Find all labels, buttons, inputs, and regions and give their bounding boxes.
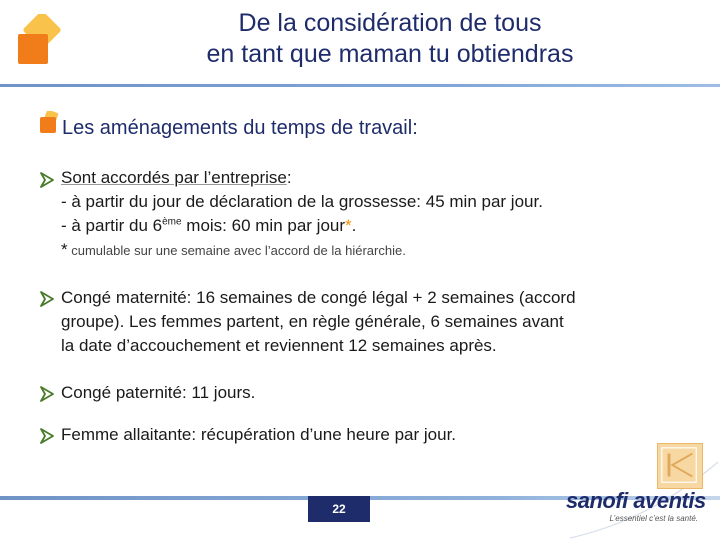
list-item-maternite: Congé maternité: 16 semaines de congé légal + 2 semaines (accord groupe). Les femmes partent, en règle générale, 6 semaines avant la date d’accouchement et reviennent 12 semaines après.: [61, 288, 576, 355]
arrow-bullet-icon: [38, 170, 58, 190]
title-divider: [0, 84, 720, 87]
item-lead: Sont accordés par l’entreprise: [61, 168, 287, 187]
item-sub-1: - à partir du jour de déclaration de la grossesse: 45 min par jour.: [61, 192, 543, 211]
back-to-start-icon: [658, 444, 702, 488]
section-heading: Les aménagements du temps de travail:: [62, 117, 418, 139]
arrow-bullet-icon: [38, 426, 58, 446]
item-footnote: * cumulable sur une semaine avec l’accord de la hiérarchie.: [61, 240, 406, 259]
list-item-paternite: Congé paternité: 11 jours.: [61, 383, 256, 402]
title-line-2: en tant que maman tu obtiendras: [206, 40, 574, 68]
back-to-start-button[interactable]: [657, 443, 703, 489]
title-line-1: De la considération de tous: [238, 9, 542, 37]
slide-title: [110, 8, 670, 70]
arrow-bullet-icon: [38, 384, 58, 404]
brand-name: sanofi aventis: [566, 488, 706, 513]
item-lead-suffix: :: [286, 168, 292, 187]
item-sub-2: - à partir du 6ème mois: 60 min par jour*.: [61, 216, 357, 235]
brand-tagline: L’essentiel c’est la santé.: [609, 514, 698, 523]
page-number: 22: [308, 496, 370, 522]
brand-logo: [566, 488, 716, 528]
orange-squares-logo-icon: [14, 14, 68, 68]
list-item-allaitante: Femme allaitante: récupération d’une heure par jour.: [61, 425, 457, 444]
list-item-entreprise: [61, 166, 691, 263]
arrow-bullet-icon: [38, 289, 58, 309]
orange-square-bullet-icon: [39, 111, 61, 135]
